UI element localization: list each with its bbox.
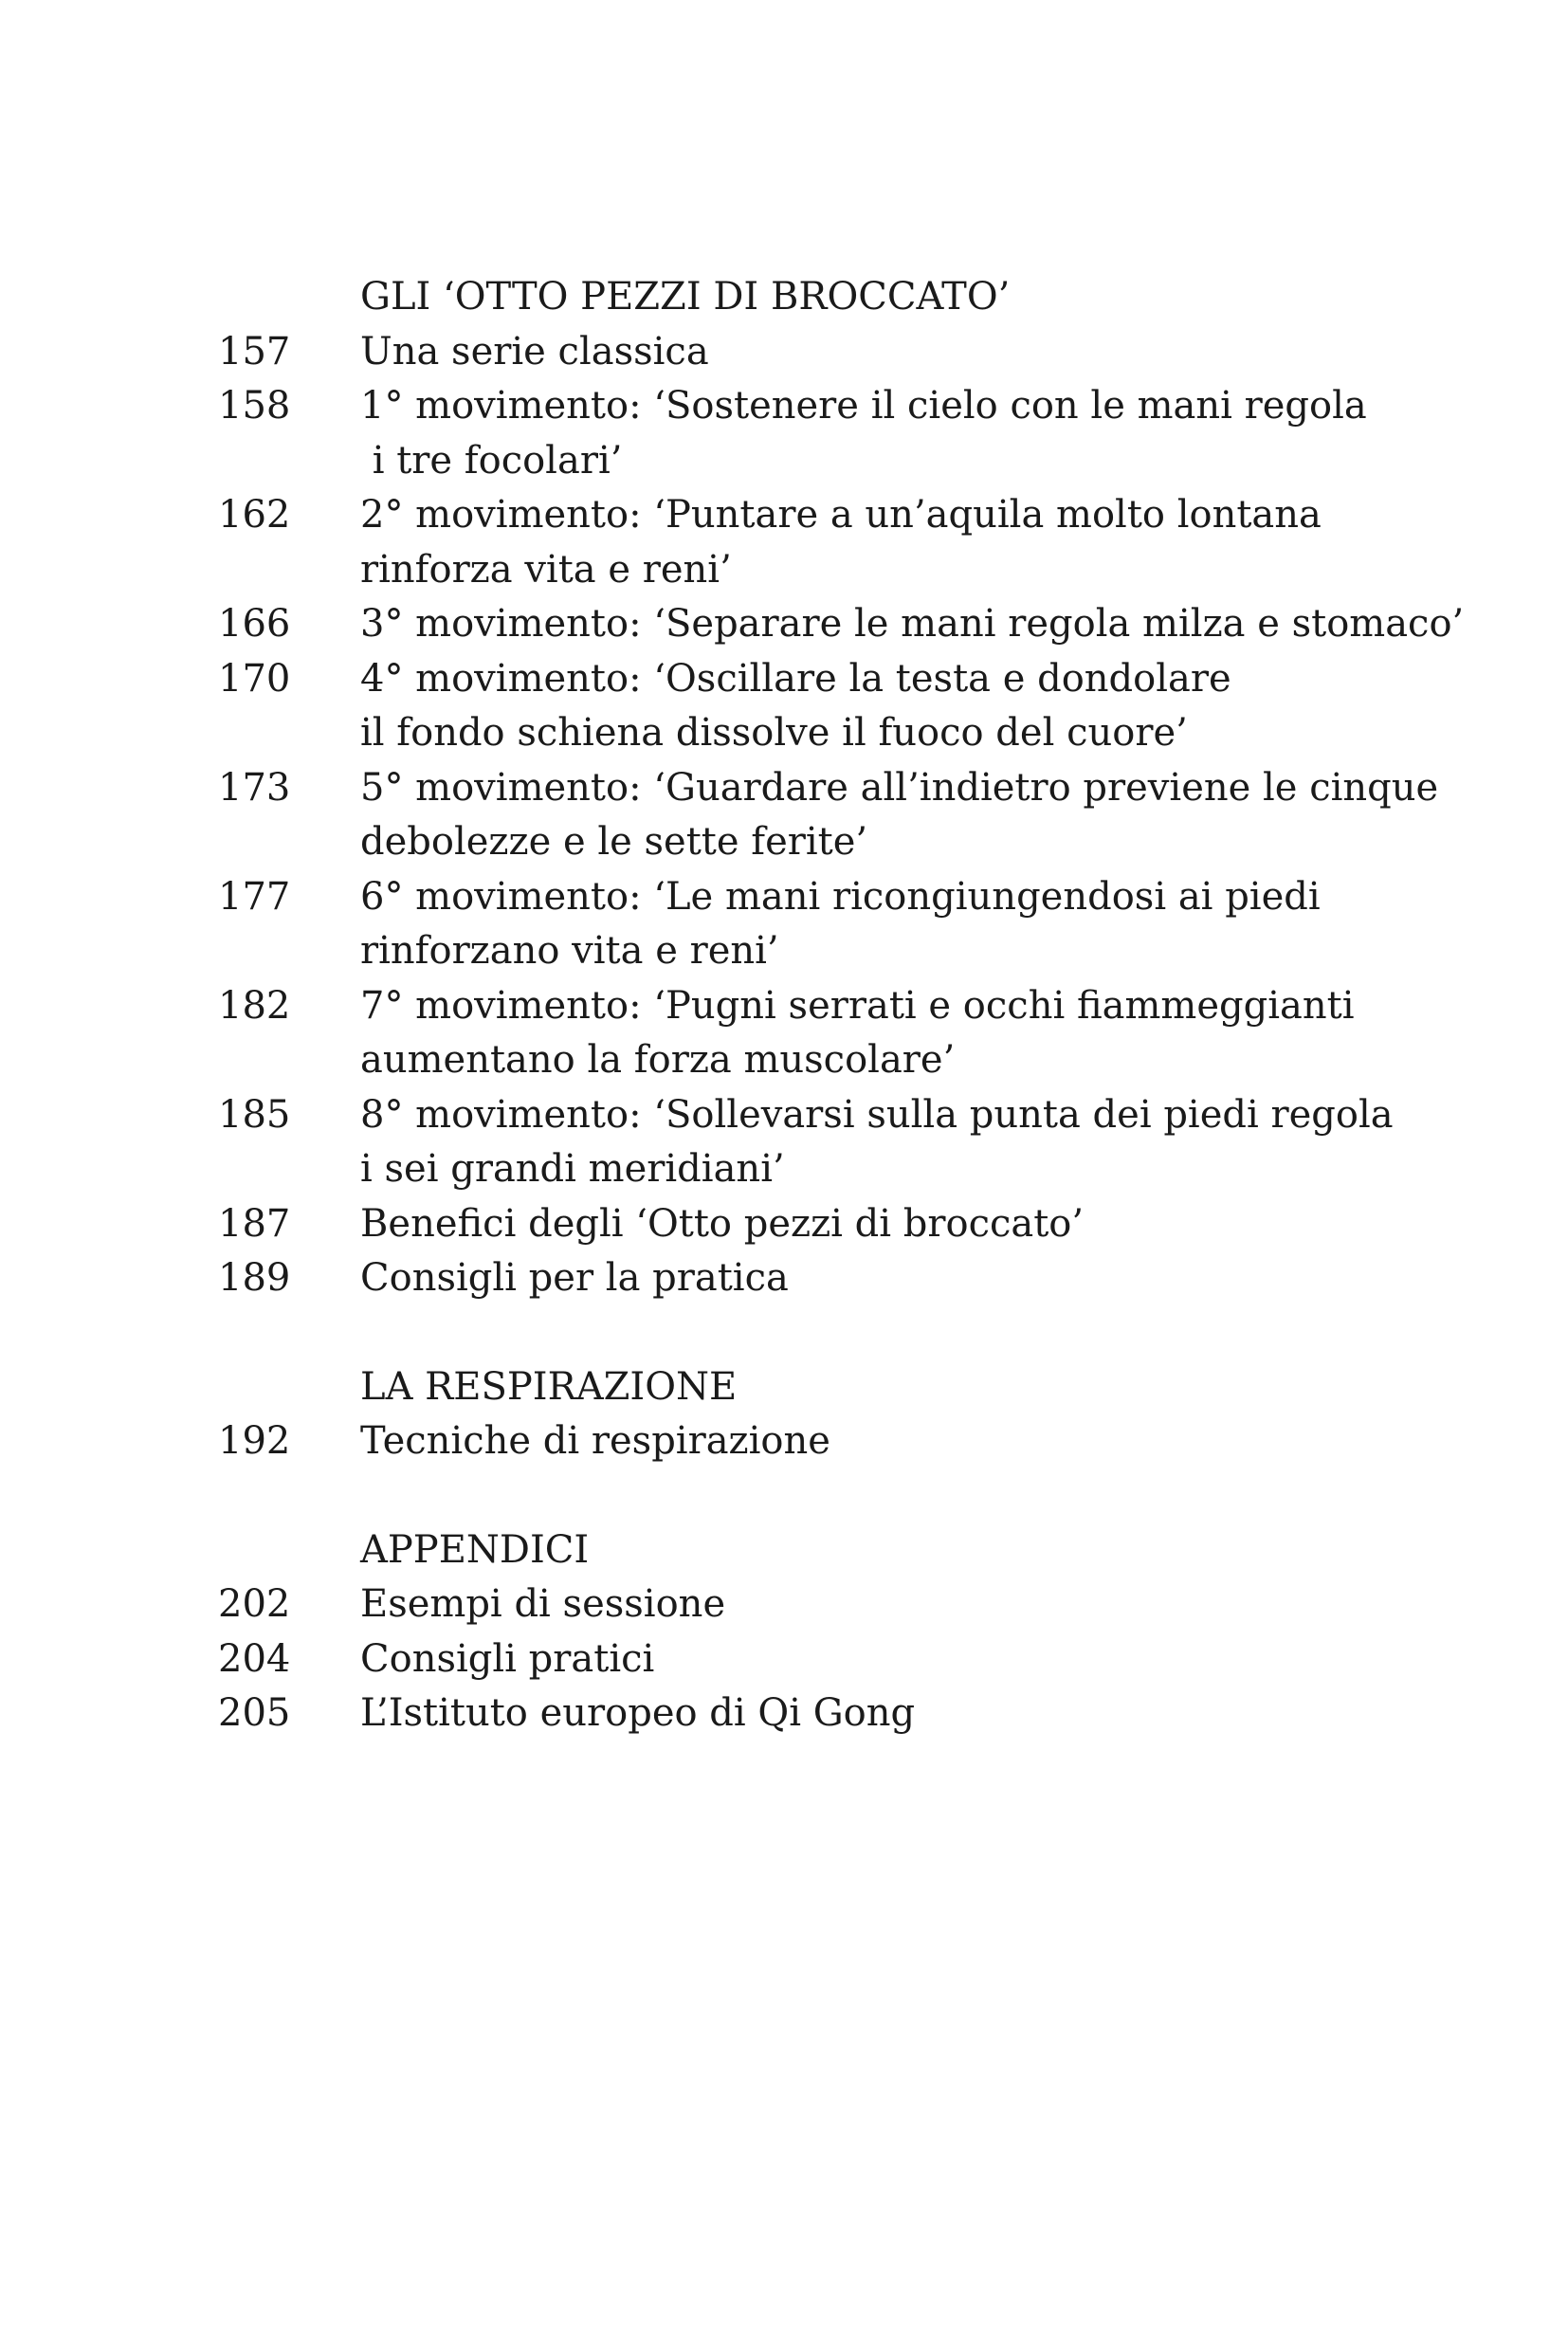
page-number: 204 [218, 1636, 291, 1681]
toc-entry[interactable] [218, 1197, 1394, 1252]
entry-title-line: aumentano la forza muscolare’ [360, 1038, 956, 1082]
entry-title: Esempi di sessione [360, 1582, 726, 1626]
entry-title: 3° movimento: ‘Separare le mani regola milza e stomaco’ [360, 602, 1465, 646]
entry-title: Tecniche di respirazione [360, 1419, 830, 1463]
entry-title-line: i tre focolari’ [360, 438, 623, 483]
section-heading: APPENDICI [360, 1527, 590, 1572]
page-number: 205 [218, 1691, 291, 1735]
entry-title: 5° movimento: ‘Guardare all’indietro previene le cinque [360, 765, 1439, 810]
page-number: 202 [218, 1582, 291, 1626]
page-number: 187 [218, 1201, 291, 1246]
entry-title-line: i sei grandi meridiani’ [360, 1147, 785, 1191]
toc-entry-continuation [218, 706, 1394, 761]
entry-title: Una serie classica [360, 329, 709, 374]
toc-entry[interactable] [218, 325, 1394, 380]
entry-title-line: il fondo schiena dissolve il fuoco del cuore’ [360, 711, 1188, 755]
page-number: 189 [218, 1256, 291, 1300]
page-number: 157 [218, 329, 291, 374]
entry-title: 6° movimento: ‘Le mani ricongiungendosi ai piedi [360, 874, 1321, 919]
section-heading: GLI ‘OTTO PEZZI DI BROCCATO’ [360, 275, 1011, 319]
page-number: 170 [218, 656, 291, 701]
entry-title: 7° movimento: ‘Pugni serrati e occhi fiammeggianti [360, 983, 1355, 1028]
toc-entry-continuation [218, 434, 1394, 489]
toc-entry[interactable] [218, 1414, 1394, 1469]
toc-entry[interactable] [218, 597, 1465, 652]
entry-title: 8° movimento: ‘Sollevarsi sulla punta dei piedi regola [360, 1092, 1394, 1137]
toc-entry-continuation [218, 815, 1394, 870]
section-heading: LA RESPIRAZIONE [360, 1364, 738, 1409]
entry-title: 1° movimento: ‘Sostenere il cielo con le mani regola [360, 384, 1367, 428]
toc-entry-continuation [218, 924, 1394, 979]
toc-entry-continuation [218, 543, 1394, 598]
entry-title-line: rinforzano vita e reni’ [360, 929, 779, 973]
page-number: 192 [218, 1419, 291, 1463]
entry-title-line: rinforza vita e reni’ [360, 547, 732, 592]
toc-entry[interactable] [218, 1251, 1394, 1306]
entry-title: 2° movimento: ‘Puntare a un’aquila molto lontana [360, 493, 1322, 537]
entry-title: 4° movimento: ‘Oscillare la testa e dondolare [360, 656, 1231, 701]
page-number: 162 [218, 493, 291, 537]
toc-entry[interactable] [218, 870, 1394, 925]
page-number: 173 [218, 765, 291, 810]
entry-title-line: debolezze e le sette ferite’ [360, 820, 868, 864]
page-number: 158 [218, 384, 291, 428]
toc-entry[interactable] [218, 488, 1394, 543]
toc-entry[interactable] [218, 1088, 1394, 1143]
toc-entry[interactable] [218, 979, 1394, 1034]
section-spacer [218, 1469, 1394, 1523]
toc-entry[interactable] [218, 652, 1394, 707]
entry-title: Consigli per la pratica [360, 1256, 789, 1300]
page-number: 177 [218, 874, 291, 919]
toc-entry[interactable] [218, 761, 1439, 816]
toc-entry[interactable] [218, 379, 1394, 434]
toc-entry[interactable] [218, 1632, 1394, 1687]
toc-entry-continuation [218, 1142, 1394, 1197]
section-spacer [218, 1306, 1394, 1360]
toc-entry[interactable] [218, 1687, 1394, 1741]
page-number: 182 [218, 983, 291, 1028]
entry-title: L’Istituto europeo di Qi Gong [360, 1691, 916, 1735]
toc-entry-continuation [218, 1033, 1394, 1088]
entry-title: Consigli pratici [360, 1636, 655, 1681]
page-number: 166 [218, 602, 291, 646]
toc-entry[interactable] [218, 1577, 1394, 1632]
table-of-contents [218, 270, 1465, 1741]
entry-title: Benefici degli ‘Otto pezzi di broccato’ [360, 1201, 1085, 1246]
page-number: 185 [218, 1092, 291, 1137]
